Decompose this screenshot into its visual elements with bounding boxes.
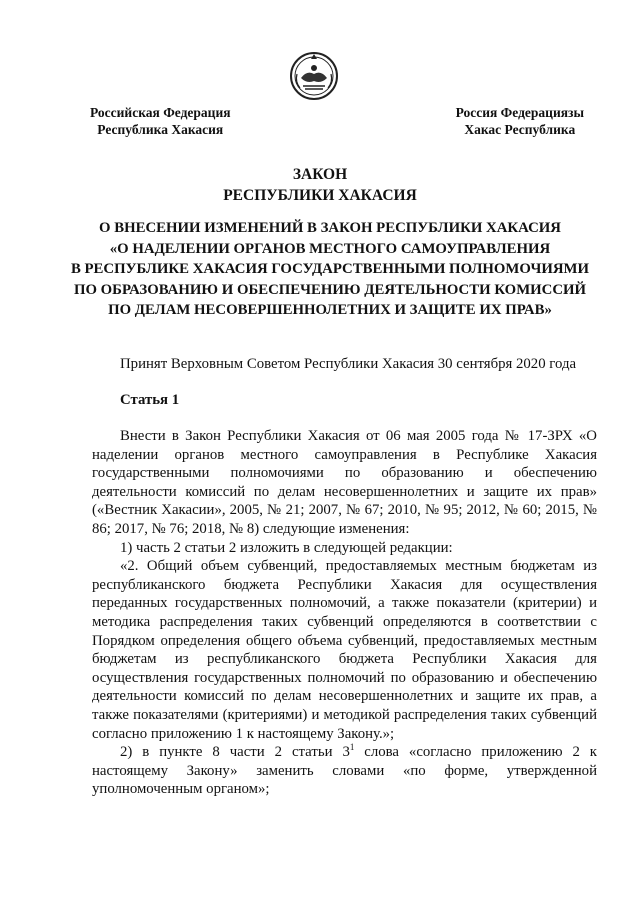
adoption-note: Принят Верховным Советом Республики Хакасия 30 сентября 2020 года [120,356,577,372]
title-line2: РЕСПУБЛИКИ ХАКАСИЯ [223,187,417,204]
subtitle-line1: О ВНЕСЕНИИ ИЗМЕНЕНИЙ В ЗАКОН РЕСПУБЛИКИ ХАКАСИЯ [99,220,561,236]
paragraph-intro: Внести в Закон Республики Хакасия от 06 мая 2005 года № 17-ЗРХ «О наделении органов местного самоуправления в Республике Хакасия государственными полномочиями по образованию и обеспечению деятельности комиссий по делам несовершеннолетних и защите их прав» («Вестник Хакасии», 2005, № 21; 2007, № 67; 2010, № 95; 2012, № 60; 2015, № 86; 2017, № 76; 2018, № 8) следующие изменения: [92,428,597,537]
paragraph-item2 [92,743,597,799]
header-left-line1: Российская Федерация [90,105,231,120]
header-right [456,104,584,138]
header-left [90,104,231,138]
header-right-line1: Россия Федерациязы [455,105,584,120]
subtitle-line5: ПО ДЕЛАМ НЕСОВЕРШЕННОЛЕТНИХ И ЗАЩИТЕ ИХ ПРАВ» [108,302,552,318]
item2-text-after: слова «согласно приложению 2 к настоящему Закону» заменить словами «по форме, утвержденной уполномоченным органом»; [92,744,597,798]
paragraph-item1: 1) часть 2 статьи 2 изложить в следующей редакции: [120,539,453,556]
khakassia-coat-of-arms-icon [289,48,339,104]
header-left-line2: Республика Хакасия [97,122,224,137]
paragraph-quote: «2. Общий объем субвенций, предоставляемых местным бюджетам из республиканского бюджета Республики Хакасия для осуществления переданных государственных полномочий, а также показатели (критерии) и методика распределения таких субвенций определяются в соответствии с Порядком определения общего объема субвенций, предоставляемых местным бюджетам из республиканского бюджета Республики Хакасия для осуществления государственных полномочий по образованию и обеспечению деятельности комиссий по делам несовершеннолетних и защите их прав, а также показателями (критериями) и методикой распределения таких субвенций согласно приложению 1 к настоящему Закону.»; [92,558,597,742]
title-line1: ЗАКОН [292,166,348,183]
document-subtitle [60,218,600,321]
item2-superscript: 1 [349,742,355,753]
subtitle-line2: «О НАДЕЛЕНИИ ОРГАНОВ МЕСТНОГО САМОУПРАВЛЕНИЯ [109,240,551,257]
item2-text-before: 2) в пункте 8 части 2 статьи 3 [120,744,350,761]
article-heading: Статья 1 [120,392,180,408]
article-body [92,427,597,799]
header-right-line2: Хакас Республика [464,122,576,137]
document-title [0,164,640,206]
subtitle-line3: В РЕСПУБЛИКЕ ХАКАСИЯ ГОСУДАРСТВЕННЫМИ ПОЛНОМОЧИЯМИ [70,261,590,277]
subtitle-line4: ПО ОБРАЗОВАНИЮ И ОБЕСПЕЧЕНИЮ ДЕЯТЕЛЬНОСТИ КОМИССИЙ [73,281,587,298]
